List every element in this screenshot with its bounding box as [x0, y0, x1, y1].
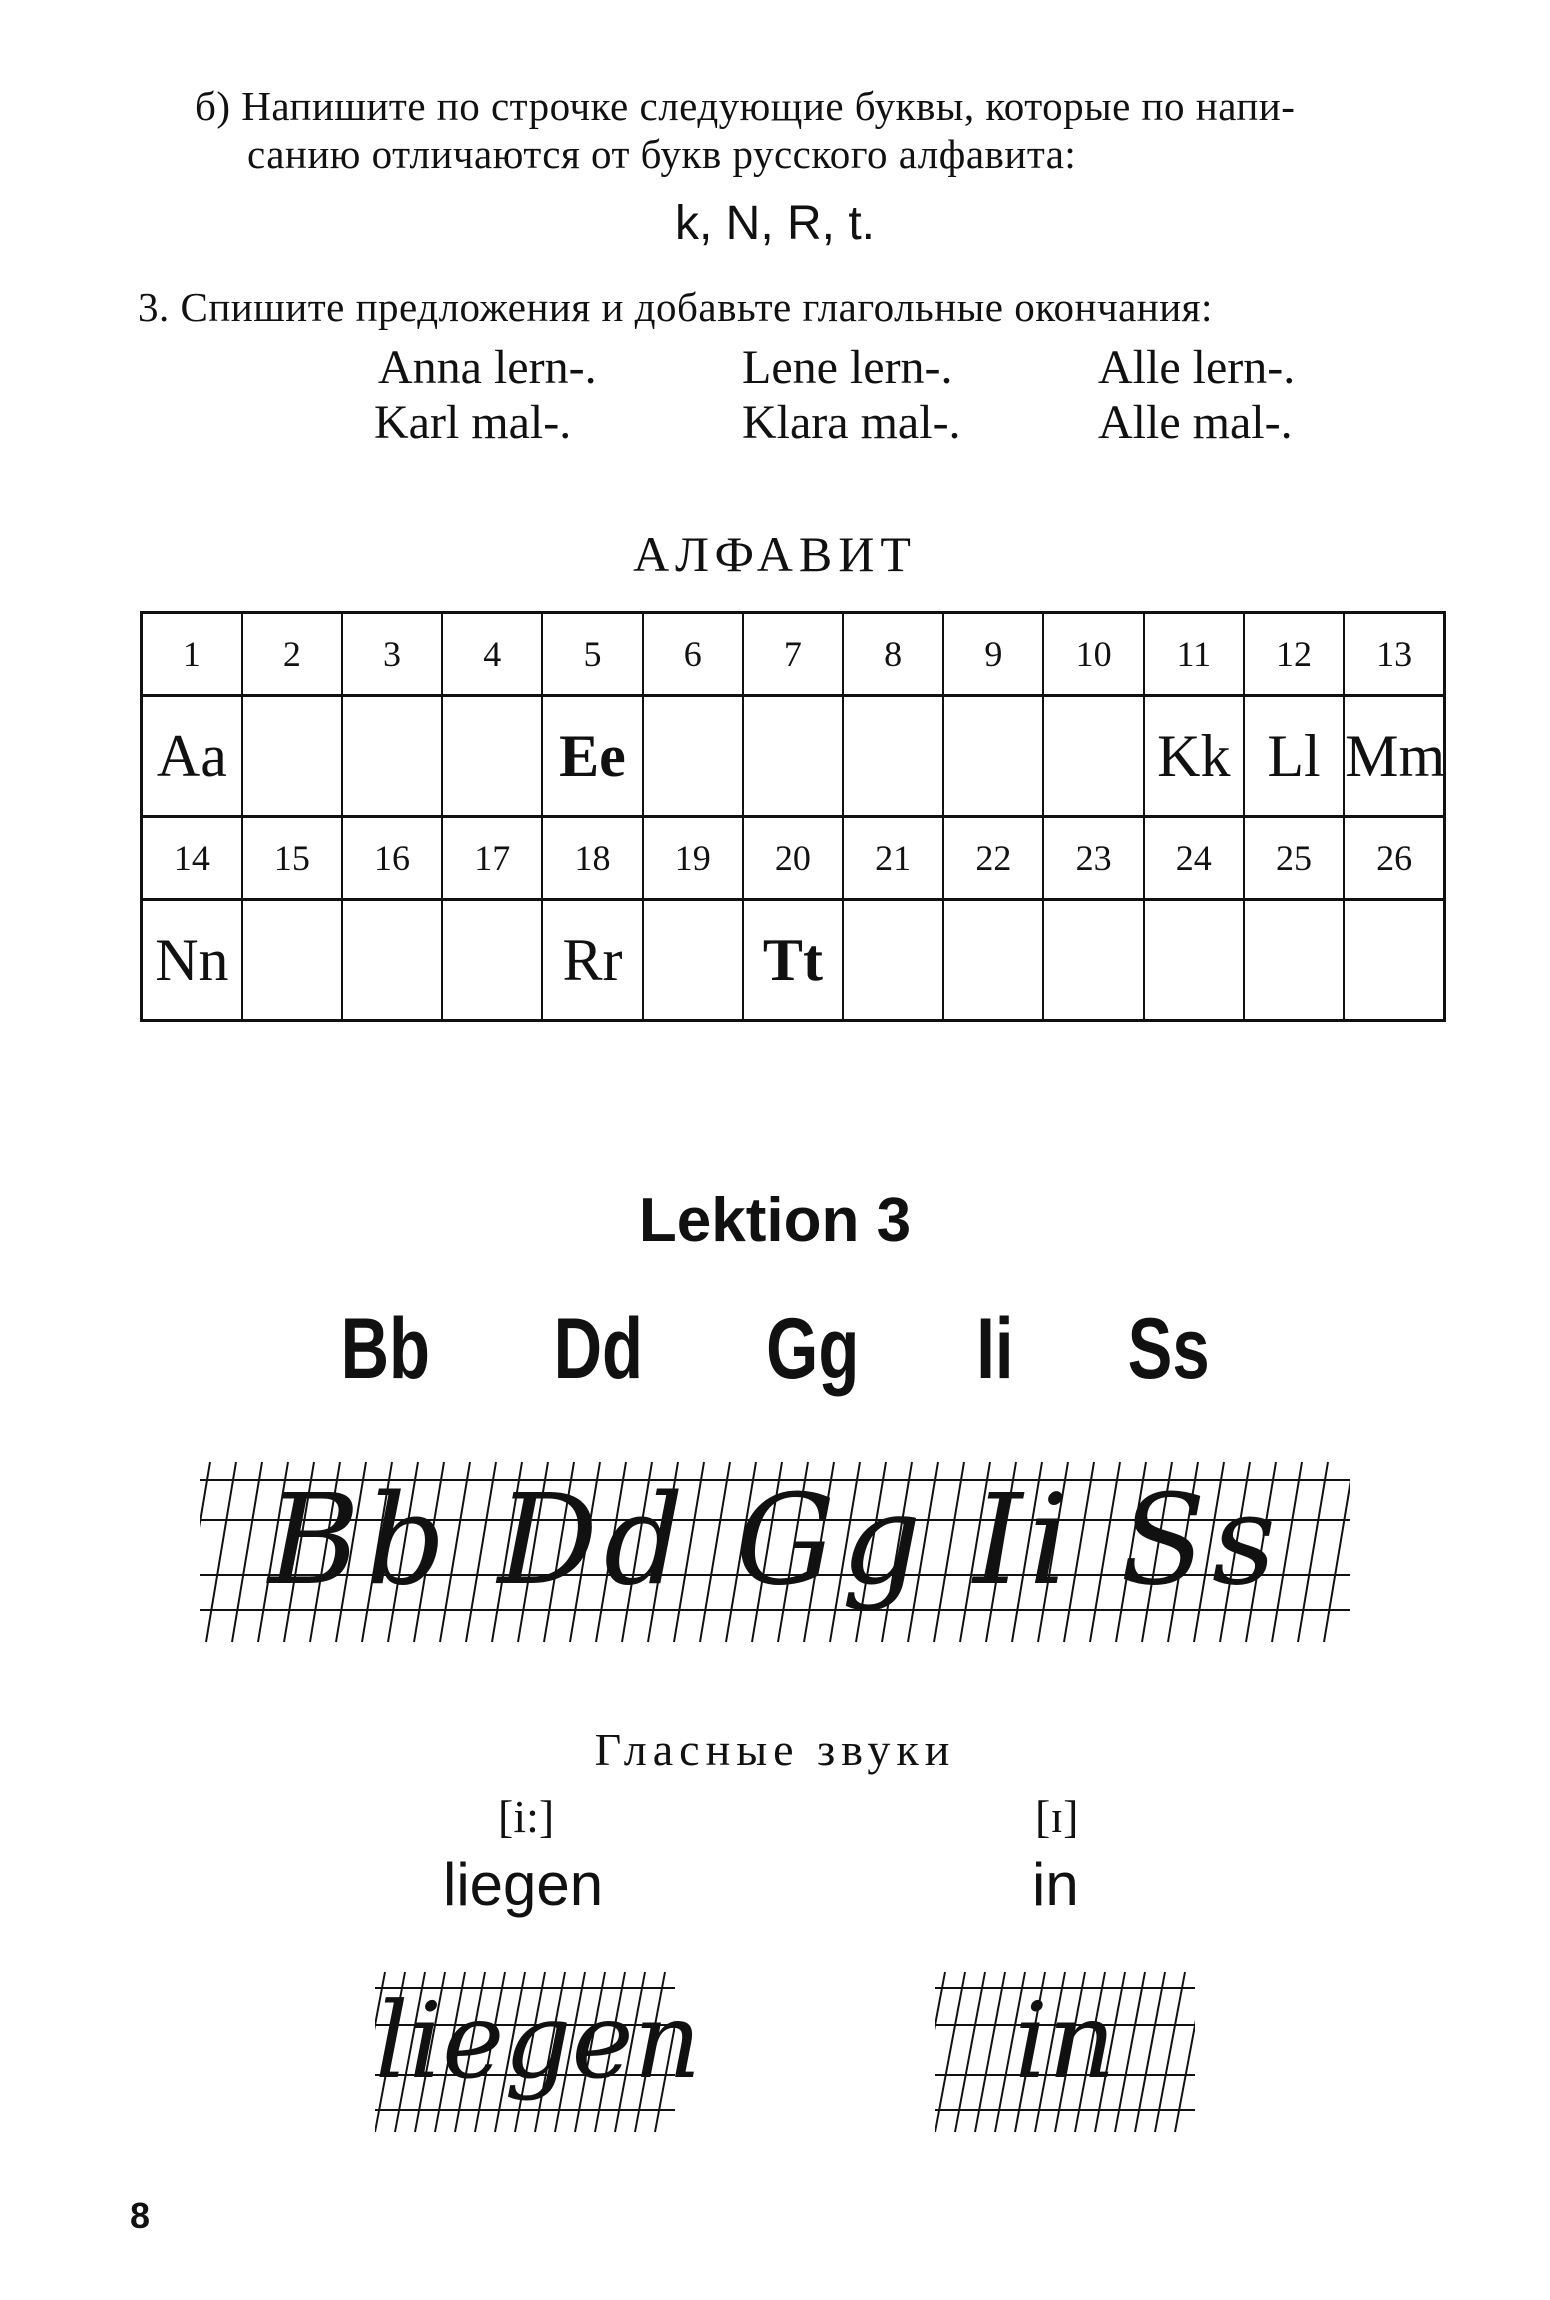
- exercise-b: [195, 82, 1455, 178]
- alpha-letter-cell: Mm: [1344, 696, 1444, 817]
- alpha-letter-cell: Aa: [142, 696, 242, 817]
- alpha-letter-cell: [1043, 696, 1143, 817]
- alphabet-row1-numbers: [142, 613, 1445, 696]
- alpha-num-cell: 9: [943, 613, 1043, 696]
- alpha-num-cell: 16: [342, 817, 442, 900]
- alphabet-row2-letters: [142, 900, 1445, 1021]
- alpha-letter-cell: Ll: [1244, 696, 1344, 817]
- alphabet-row1-letters: [142, 696, 1445, 817]
- sentence-2-2: Klara mal-.: [742, 396, 961, 449]
- sentence-1-2: Lene lern-.: [742, 341, 953, 394]
- exercise-3-instruction: 3. Спишите предложения и добавьте глагольные окончания:: [138, 284, 1213, 330]
- cursive-word-liegen-block: [375, 1970, 702, 2140]
- alpha-num-cell: 17: [442, 817, 542, 900]
- alphabet-table: [140, 611, 1446, 1022]
- alpha-letter-cell: Tt: [743, 900, 843, 1021]
- vowels-title: Гласные звуки: [594, 1724, 956, 1775]
- alpha-letter-cell: [843, 696, 943, 817]
- lesson-letter: Ss: [1128, 1301, 1211, 1397]
- alpha-num-cell: 8: [843, 613, 943, 696]
- alpha-num-cell: 7: [743, 613, 843, 696]
- cursive-letters-block: [200, 1460, 1350, 1650]
- lesson-letter: Bb: [340, 1301, 431, 1397]
- alpha-letter-cell: Nn: [142, 900, 242, 1021]
- alpha-num-cell: 13: [1344, 613, 1444, 696]
- alpha-num-cell: 4: [442, 613, 542, 696]
- alpha-letter-cell: Ee: [542, 696, 642, 817]
- phon-short-i: [ɪ]: [1035, 1791, 1079, 1842]
- phon-long-i: [i:]: [498, 1791, 555, 1842]
- alpha-num-cell: 15: [242, 817, 342, 900]
- alpha-num-cell: 10: [1043, 613, 1143, 696]
- lesson-letters: [0, 1300, 1550, 1399]
- sentence-1-1: Anna lern-.: [378, 341, 597, 394]
- alpha-letter-cell: [1043, 900, 1143, 1021]
- lesson-title: Lektion 3: [638, 1186, 912, 1255]
- alpha-letter-cell: [1344, 900, 1444, 1021]
- alpha-num-cell: 6: [643, 613, 743, 696]
- alpha-num-cell: 21: [843, 817, 943, 900]
- alpha-letter-cell: [843, 900, 943, 1021]
- lesson-letter: Dd: [553, 1301, 643, 1397]
- exercise-b-line1: б) Напишите по строчке следующие буквы, которые по напи-: [195, 83, 1296, 129]
- alpha-letter-cell: [1244, 900, 1344, 1021]
- lesson-letter: Ii: [976, 1301, 1014, 1397]
- word-in: in: [1032, 1851, 1079, 1918]
- exercise-b-letters: k, N, R, t.: [674, 197, 875, 250]
- alpha-letter-cell: [342, 900, 442, 1021]
- alpha-num-cell: 20: [743, 817, 843, 900]
- alpha-letter-cell: [643, 696, 743, 817]
- alpha-num-cell: 12: [1244, 613, 1344, 696]
- sentence-1-3: Alle lern-.: [1098, 341, 1296, 394]
- alpha-letter-cell: [442, 696, 542, 817]
- alpha-num-cell: 1: [142, 613, 242, 696]
- sentence-2-3: Alle mal-.: [1098, 396, 1293, 449]
- alpha-num-cell: 2: [242, 613, 342, 696]
- alphabet-title: АЛФАВИТ: [633, 526, 917, 582]
- cursive-letters: Bb Dd Gg Ii Ss: [267, 1468, 1283, 1613]
- alpha-num-cell: 24: [1144, 817, 1244, 900]
- alpha-num-cell: 3: [342, 613, 442, 696]
- cursive-word-in-block: [935, 1970, 1195, 2140]
- alpha-letter-cell: [242, 900, 342, 1021]
- alpha-letter-cell: [943, 900, 1043, 1021]
- alpha-letter-cell: [242, 696, 342, 817]
- alpha-letter-cell: Rr: [542, 900, 642, 1021]
- alpha-letter-cell: [643, 900, 743, 1021]
- alpha-letter-cell: [342, 696, 442, 817]
- alpha-num-cell: 18: [542, 817, 642, 900]
- alpha-num-cell: 14: [142, 817, 242, 900]
- alpha-letter-cell: [743, 696, 843, 817]
- word-liegen: liegen: [443, 1851, 604, 1918]
- sentence-2-1: Karl mal-.: [374, 396, 572, 449]
- cursive-word-liegen: liegen: [375, 1980, 702, 2102]
- cursive-word-in: in: [1014, 1980, 1116, 2102]
- alpha-letter-cell: Kk: [1144, 696, 1244, 817]
- alpha-num-cell: 5: [542, 613, 642, 696]
- alpha-num-cell: 22: [943, 817, 1043, 900]
- alpha-num-cell: 25: [1244, 817, 1344, 900]
- alpha-num-cell: 26: [1344, 817, 1444, 900]
- alphabet-row2-numbers: [142, 817, 1445, 900]
- exercise-b-line2: санию отличаются от букв русского алфавита:: [247, 131, 1077, 177]
- alpha-letter-cell: [442, 900, 542, 1021]
- lesson-letter: Gg: [766, 1301, 860, 1397]
- alpha-num-cell: 23: [1043, 817, 1143, 900]
- alpha-letter-cell: [1144, 900, 1244, 1021]
- alpha-num-cell: 11: [1144, 613, 1244, 696]
- page-number: 8: [130, 2195, 151, 2236]
- alpha-letter-cell: [943, 696, 1043, 817]
- alpha-num-cell: 19: [643, 817, 743, 900]
